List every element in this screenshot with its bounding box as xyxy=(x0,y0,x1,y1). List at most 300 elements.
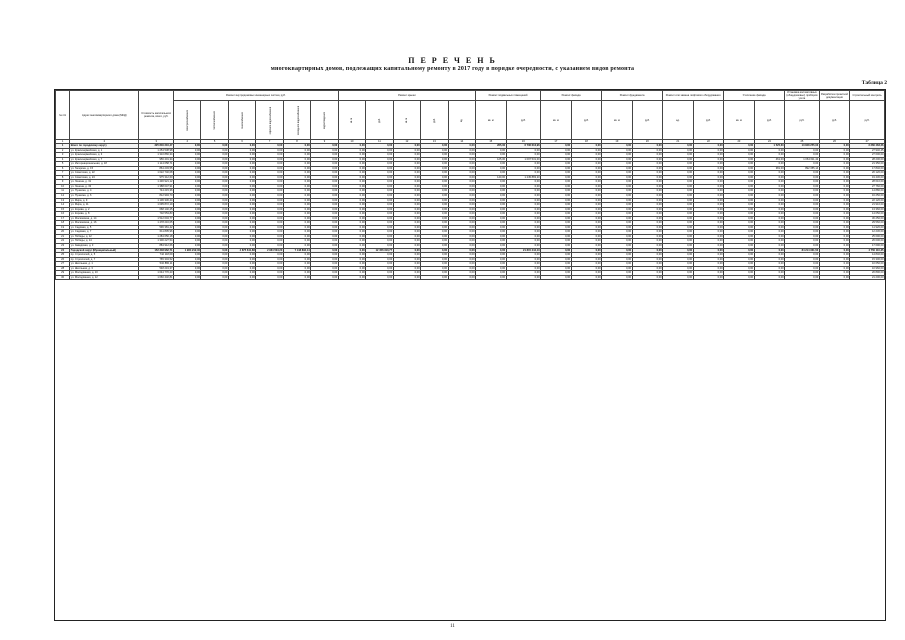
row-value: 0,00 xyxy=(541,234,572,239)
row-value: 0,00 xyxy=(819,198,850,203)
row-value: 0,00 xyxy=(785,275,820,280)
row-value: 0,00 xyxy=(311,157,339,162)
row-value: 0,00 xyxy=(602,180,633,185)
header-supervision: Строительный контроль xyxy=(850,91,885,101)
row-value: 0,00 xyxy=(602,166,633,171)
row-value: 0,00 xyxy=(506,275,541,280)
row-value: 0,00 xyxy=(571,153,602,158)
row-value: 0,00 xyxy=(785,234,820,239)
row-value: 21 910,00 xyxy=(850,203,885,208)
row-value: 0,00 xyxy=(256,194,283,199)
row-value: 0,00 xyxy=(819,175,850,180)
row-value: 0,00 xyxy=(201,212,228,217)
row-value: 26 000,00 xyxy=(850,239,885,244)
row-value: 0,00 xyxy=(632,239,663,244)
row-value: 0,00 xyxy=(724,230,755,235)
row-value: 0,00 xyxy=(693,244,724,249)
row-value: 0,00 xyxy=(506,221,541,226)
row-value: 0,00 xyxy=(338,194,365,199)
row-address: ул. Интернациональная, д. 18 xyxy=(70,162,139,167)
row-value: 0,00 xyxy=(311,171,339,176)
row-value: 0,00 xyxy=(421,275,448,280)
column-number: 2 xyxy=(70,140,139,144)
row-value: 0,00 xyxy=(476,225,507,230)
row-value: 0,00 xyxy=(256,157,283,162)
row-value: 0,00 xyxy=(448,180,475,185)
row-address: ул. Заводская, д. 3 xyxy=(70,244,139,249)
row-number: 5 xyxy=(56,162,70,167)
row-value: 0,00 xyxy=(228,148,255,153)
row-value: 0,00 xyxy=(663,257,694,262)
row-value: 1 060 432,81 xyxy=(139,275,174,280)
row-value: 0,00 xyxy=(448,194,475,199)
row-value: 0,00 xyxy=(393,157,420,162)
column-number: 11 xyxy=(366,140,393,144)
row-value: 0,00 xyxy=(632,166,663,171)
header-roof-d: руб. xyxy=(421,101,448,140)
row-value: 1 525,60 xyxy=(754,144,785,149)
row-value: 0,00 xyxy=(785,216,820,221)
header-facade: Ремонт фасада xyxy=(541,91,602,101)
header-insulation: Утепление фасада xyxy=(724,91,785,101)
row-value: 0,00 xyxy=(506,225,541,230)
row-value: 0,00 xyxy=(785,180,820,185)
row-value: 0,00 xyxy=(819,244,850,249)
row-value: 0,00 xyxy=(393,244,420,249)
row-value: 0,00 xyxy=(506,162,541,167)
row-value: 0,00 xyxy=(421,175,448,180)
row-value: 0,00 xyxy=(393,262,420,267)
row-value: 0,00 xyxy=(448,207,475,212)
row-value: 0,00 xyxy=(201,166,228,171)
row-value: 0,00 xyxy=(819,171,850,176)
row-value: 0,00 xyxy=(311,175,339,180)
row-value: 0,00 xyxy=(421,198,448,203)
row-value: 0,00 xyxy=(571,275,602,280)
row-value: 0,00 xyxy=(785,244,820,249)
row-value: 0,00 xyxy=(366,180,393,185)
row-value: 0,00 xyxy=(754,234,785,239)
header-total: Стоимость капитального ремонта, всего, руб. xyxy=(139,91,174,140)
row-value: 0,00 xyxy=(819,144,850,149)
header-roof-a: кв. м xyxy=(338,101,365,140)
row-value: 0,00 xyxy=(228,171,255,176)
row-value: 0,00 xyxy=(663,248,694,253)
row-value: 0,00 xyxy=(366,234,393,239)
row-value: 0,00 xyxy=(228,153,255,158)
row-value: 0,00 xyxy=(819,207,850,212)
row-value: 0,00 xyxy=(785,194,820,199)
row-address: ул. Советская, д. 22 xyxy=(70,171,139,176)
table-header xyxy=(56,91,885,144)
row-value: 0,00 xyxy=(448,230,475,235)
row-value: 0,00 xyxy=(228,203,255,208)
row-value: 0,00 xyxy=(819,180,850,185)
row-value: 0,00 xyxy=(476,212,507,217)
header-basement-rub: руб. xyxy=(506,101,541,140)
row-value: 0,00 xyxy=(338,207,365,212)
header-engineering: Ремонт внутридомовых инженерных систем, руб. xyxy=(173,91,338,101)
row-value: 0,00 xyxy=(724,216,755,221)
header-foundation-rub: руб. xyxy=(632,101,663,140)
row-value: 0,00 xyxy=(283,271,310,276)
row-value: 4 750 110,35 xyxy=(850,248,885,253)
row-value: 265,30 xyxy=(476,144,507,149)
row-value: 14 050,00 xyxy=(850,212,885,217)
row-value: 0,00 xyxy=(602,221,633,226)
row-value: 1 984 212,40 xyxy=(173,248,200,253)
row-value: 0,00 xyxy=(228,275,255,280)
row-value: 0,00 xyxy=(393,180,420,185)
row-value: 0,00 xyxy=(541,262,572,267)
row-value: 0,00 xyxy=(724,234,755,239)
row-value: 0,00 xyxy=(602,171,633,176)
row-value: 0,00 xyxy=(602,194,633,199)
row-value: 0,00 xyxy=(632,207,663,212)
row-value: 0,00 xyxy=(819,253,850,258)
row-value: 0,00 xyxy=(632,234,663,239)
row-value: 0,00 xyxy=(693,271,724,276)
row-value: 0,00 xyxy=(338,253,365,258)
row-value: 0,00 xyxy=(693,207,724,212)
row-value: 0,00 xyxy=(393,239,420,244)
row-value: 0,00 xyxy=(632,212,663,217)
row-number: 10 xyxy=(56,184,70,189)
row-address: пр. Строителей, д. 7 xyxy=(70,257,139,262)
row-value: 0,00 xyxy=(785,262,820,267)
row-value: 0,00 xyxy=(506,184,541,189)
row-value: 0,00 xyxy=(602,266,633,271)
row-value: 0,00 xyxy=(366,271,393,276)
row-value: 0,00 xyxy=(338,244,365,249)
row-value: 0,00 xyxy=(228,212,255,217)
row-value: 0,00 xyxy=(754,216,785,221)
row-value: 0,00 xyxy=(338,148,365,153)
row-value: 0,00 xyxy=(541,148,572,153)
row-value: 0,00 xyxy=(602,184,633,189)
column-number: 24 xyxy=(754,140,785,144)
row-value: 0,00 xyxy=(311,266,339,271)
row-value: 0,00 xyxy=(173,175,200,180)
row-value: 0,00 xyxy=(506,166,541,171)
row-value: 0,00 xyxy=(476,162,507,167)
row-value: 0,00 xyxy=(541,184,572,189)
column-number: 17 xyxy=(541,140,572,144)
column-number: 8 xyxy=(283,140,310,144)
row-value: 0,00 xyxy=(228,207,255,212)
row-value: 0,00 xyxy=(754,194,785,199)
row-value: 0,00 xyxy=(393,266,420,271)
row-value: 0,00 xyxy=(201,207,228,212)
row-value: 0,00 xyxy=(283,153,310,158)
row-number: 7 xyxy=(56,171,70,176)
row-value: 0,00 xyxy=(632,189,663,194)
row-value: 0,00 xyxy=(476,221,507,226)
row-value: 0,00 xyxy=(506,148,541,153)
row-value: 0,00 xyxy=(173,166,200,171)
row-value: 0,00 xyxy=(448,248,475,253)
row-value: 0,00 xyxy=(724,221,755,226)
row-value: 0,00 xyxy=(754,207,785,212)
row-value: 0,00 xyxy=(256,144,283,149)
row-value: 0,00 xyxy=(754,230,785,235)
row-value: 0,00 xyxy=(393,166,420,171)
row-value: 0,00 xyxy=(393,171,420,176)
row-value: 0,00 xyxy=(724,153,755,158)
row-number: 17 xyxy=(56,216,70,221)
header-insulation-rub: руб. xyxy=(754,101,785,140)
row-number: 4 xyxy=(56,157,70,162)
row-value: 0,00 xyxy=(366,221,393,226)
row-value: 0,00 xyxy=(366,189,393,194)
row-value: 0,00 xyxy=(602,234,633,239)
row-value: 0,00 xyxy=(338,262,365,267)
row-value: 0,00 xyxy=(724,148,755,153)
row-number: 1 xyxy=(56,144,70,149)
row-value: 548 219,37 xyxy=(139,266,174,271)
row-value: 0,00 xyxy=(311,198,339,203)
row-value: 0,00 xyxy=(663,189,694,194)
row-value: 0,00 xyxy=(602,207,633,212)
row-value: 0,00 xyxy=(602,144,633,149)
row-value: 0,00 xyxy=(754,189,785,194)
row-address: ул. Красноармейская, д. 1 xyxy=(70,148,139,153)
row-value: 0,00 xyxy=(819,248,850,253)
row-value: 0,00 xyxy=(571,253,602,258)
row-value: 0,00 xyxy=(393,221,420,226)
row-value: 0,00 xyxy=(283,184,310,189)
row-value: 744 215,36 xyxy=(139,189,174,194)
row-address: ул. Московская, д. 14 xyxy=(70,216,139,221)
row-number: 22 xyxy=(56,239,70,244)
row-value: 1 095 872,19 xyxy=(139,203,174,208)
row-value: 0,00 xyxy=(366,148,393,153)
row-value: 0,00 xyxy=(283,189,310,194)
row-value: 0,00 xyxy=(541,166,572,171)
header-lift: Ремонт или замена лифтового оборудования xyxy=(663,91,724,101)
row-value: 0,00 xyxy=(201,271,228,276)
row-number: 15 xyxy=(56,207,70,212)
row-value: 0,00 xyxy=(506,153,541,158)
row-value: 0,00 xyxy=(393,203,420,208)
row-value: 0,00 xyxy=(201,266,228,271)
row-number: 21 xyxy=(56,234,70,239)
document-title: П Е Р Е Ч Е Н Ь xyxy=(408,56,497,65)
row-value: 0,00 xyxy=(338,216,365,221)
header-facade-m2: кв. м xyxy=(541,101,572,140)
row-address: ул. Советская, д. 24 xyxy=(70,175,139,180)
row-value: 0,00 xyxy=(228,184,255,189)
row-value: 0,00 xyxy=(541,253,572,258)
row-value: 0,00 xyxy=(393,148,420,153)
row-value: 84 214 331,52 xyxy=(785,248,820,253)
row-value: 0,00 xyxy=(338,221,365,226)
row-value: 0,00 xyxy=(228,244,255,249)
row-value: 532 880,11 xyxy=(139,262,174,267)
row-value: 0,00 xyxy=(663,225,694,230)
row-value: 0,00 xyxy=(819,153,850,158)
row-value: 0,00 xyxy=(571,194,602,199)
row-value: 0,00 xyxy=(571,157,602,162)
row-value: 0,00 xyxy=(819,221,850,226)
row-value: 0,00 xyxy=(448,198,475,203)
row-value: 0,00 xyxy=(632,157,663,162)
row-value: 0,00 xyxy=(785,189,820,194)
row-value: 0,00 xyxy=(632,194,663,199)
row-address: ул. Кирова, д. 2 xyxy=(70,207,139,212)
row-value: 0,00 xyxy=(693,212,724,217)
row-value: 0,00 xyxy=(393,144,420,149)
row-address: ул. Московская, д. 16 xyxy=(70,221,139,226)
header-sub-power: электроснабжения xyxy=(173,101,200,140)
row-value: 0,00 xyxy=(571,221,602,226)
row-value: 1 064 611,42 xyxy=(785,157,820,162)
row-value: 0,00 xyxy=(283,148,310,153)
row-value: 0,00 xyxy=(819,230,850,235)
row-value: 0,00 xyxy=(173,266,200,271)
row-value: 0,00 xyxy=(256,230,283,235)
row-value: 611 805,96 xyxy=(139,230,174,235)
row-value: 0,00 xyxy=(393,198,420,203)
row-value: 0,00 xyxy=(785,257,820,262)
row-value: 0,00 xyxy=(663,175,694,180)
row-address: ул. Гагарина, д. 15 xyxy=(70,166,139,171)
header-sub-sewer: водоотведения xyxy=(311,101,339,140)
row-value: 0,00 xyxy=(663,207,694,212)
row-value: 0,00 xyxy=(201,144,228,149)
row-value: 0,00 xyxy=(506,244,541,249)
row-value: 0,00 xyxy=(663,221,694,226)
row-value: 0,00 xyxy=(571,271,602,276)
row-value: 0,00 xyxy=(632,266,663,271)
row-value: 0,00 xyxy=(256,203,283,208)
row-value: 27 600,00 xyxy=(850,153,885,158)
row-value: 0,00 xyxy=(506,194,541,199)
row-value: 0,00 xyxy=(173,262,200,267)
row-value: 0,00 xyxy=(256,148,283,153)
row-value: 0,00 xyxy=(173,144,200,149)
row-value: 0,00 xyxy=(228,198,255,203)
row-value: 0,00 xyxy=(448,221,475,226)
row-value: 17 840,00 xyxy=(850,166,885,171)
row-value: 0,00 xyxy=(338,234,365,239)
row-value: 0,00 xyxy=(819,203,850,208)
header-meters: Установка коллективных (общедомовых) приборов учета xyxy=(786,91,818,100)
row-value: 0,00 xyxy=(632,153,663,158)
row-value: 0,00 xyxy=(724,266,755,271)
header-facade-rub: руб. xyxy=(571,101,602,140)
row-value: 0,00 xyxy=(173,148,200,153)
row-value: 0,00 xyxy=(421,144,448,149)
column-number: 13 xyxy=(421,140,448,144)
column-number: 12 xyxy=(393,140,420,144)
row-value: 0,00 xyxy=(819,275,850,280)
row-value: 0,00 xyxy=(506,266,541,271)
row-value: 7 148 892,14 xyxy=(283,248,310,253)
row-value: 0,00 xyxy=(201,216,228,221)
row-value: 0,00 xyxy=(506,239,541,244)
row-value: 0,00 xyxy=(785,221,820,226)
row-value: 0,00 xyxy=(228,257,255,262)
row-address: ул. Победы, д. 12 xyxy=(70,234,139,239)
row-value: 0,00 xyxy=(476,207,507,212)
row-value: 0,00 xyxy=(201,189,228,194)
header-roof-b: руб. xyxy=(366,101,393,140)
row-value: 0,00 xyxy=(724,198,755,203)
row-value: 0,00 xyxy=(724,253,755,258)
row-value: 0,00 xyxy=(283,144,310,149)
row-value: 0,00 xyxy=(571,216,602,221)
row-value: 0,00 xyxy=(256,234,283,239)
row-value: 0,00 xyxy=(201,244,228,249)
row-value: 0,00 xyxy=(571,162,602,167)
header-lift-rub: руб. xyxy=(693,101,724,140)
row-value: 0,00 xyxy=(338,212,365,217)
row-value: 0,00 xyxy=(541,212,572,217)
row-value: 0,00 xyxy=(256,221,283,226)
row-value: 0,00 xyxy=(785,153,820,158)
row-value: 0,00 xyxy=(338,162,365,167)
row-value: 0,00 xyxy=(228,225,255,230)
row-value: 0,00 xyxy=(173,257,200,262)
row-value: 0,00 xyxy=(421,244,448,249)
row-value: 0,00 xyxy=(256,175,283,180)
row-value: 0,00 xyxy=(819,157,850,162)
row-value: 0,00 xyxy=(338,189,365,194)
row-value: 0,00 xyxy=(173,234,200,239)
row-number: 12 xyxy=(56,194,70,199)
row-value: 0,00 xyxy=(693,248,724,253)
row-value: 16 250,00 xyxy=(850,194,885,199)
row-value: 0,00 xyxy=(754,212,785,217)
row-value: 0,00 xyxy=(663,230,694,235)
table-row xyxy=(56,275,885,280)
row-value: 0,00 xyxy=(338,271,365,276)
row-value: 0,00 xyxy=(632,221,663,226)
row-value: 0,00 xyxy=(541,248,572,253)
row-value: 0,00 xyxy=(311,203,339,208)
row-value: 0,00 xyxy=(201,221,228,226)
row-value: 0,00 xyxy=(311,244,339,249)
row-value: 20 890,00 xyxy=(850,271,885,276)
row-value: 0,00 xyxy=(311,180,339,185)
row-value: 1 310 866,34 xyxy=(139,153,174,158)
row-value: 4 875 641,88 xyxy=(228,248,255,253)
row-address: ул. Садовая, д. 7 xyxy=(70,230,139,235)
row-value: 0,00 xyxy=(819,266,850,271)
row-value: 0,00 xyxy=(256,166,283,171)
row-number: 26 xyxy=(56,257,70,262)
row-value: 0,00 xyxy=(663,203,694,208)
row-value: 0,00 xyxy=(228,271,255,276)
column-number: 4 xyxy=(173,140,200,144)
row-value: 0,00 xyxy=(754,180,785,185)
row-value: 0,00 xyxy=(571,230,602,235)
row-number: 14 xyxy=(56,203,70,208)
row-address: ул. Школьная, д. 1 xyxy=(70,262,139,267)
row-value: 0,00 xyxy=(366,262,393,267)
header-address: Адрес многоквартирного дома (МКД) xyxy=(70,91,139,140)
row-value: 0,00 xyxy=(448,244,475,249)
row-value: 0,00 xyxy=(173,184,200,189)
row-value: 0,00 xyxy=(173,198,200,203)
row-address: ул. Кирова, д. 8 xyxy=(70,212,139,217)
row-value: 0,00 xyxy=(571,198,602,203)
row-value: 0,00 xyxy=(724,184,755,189)
row-value: 0,00 xyxy=(754,184,785,189)
row-value: 0,00 xyxy=(541,244,572,249)
row-value: 0,00 xyxy=(693,257,724,262)
